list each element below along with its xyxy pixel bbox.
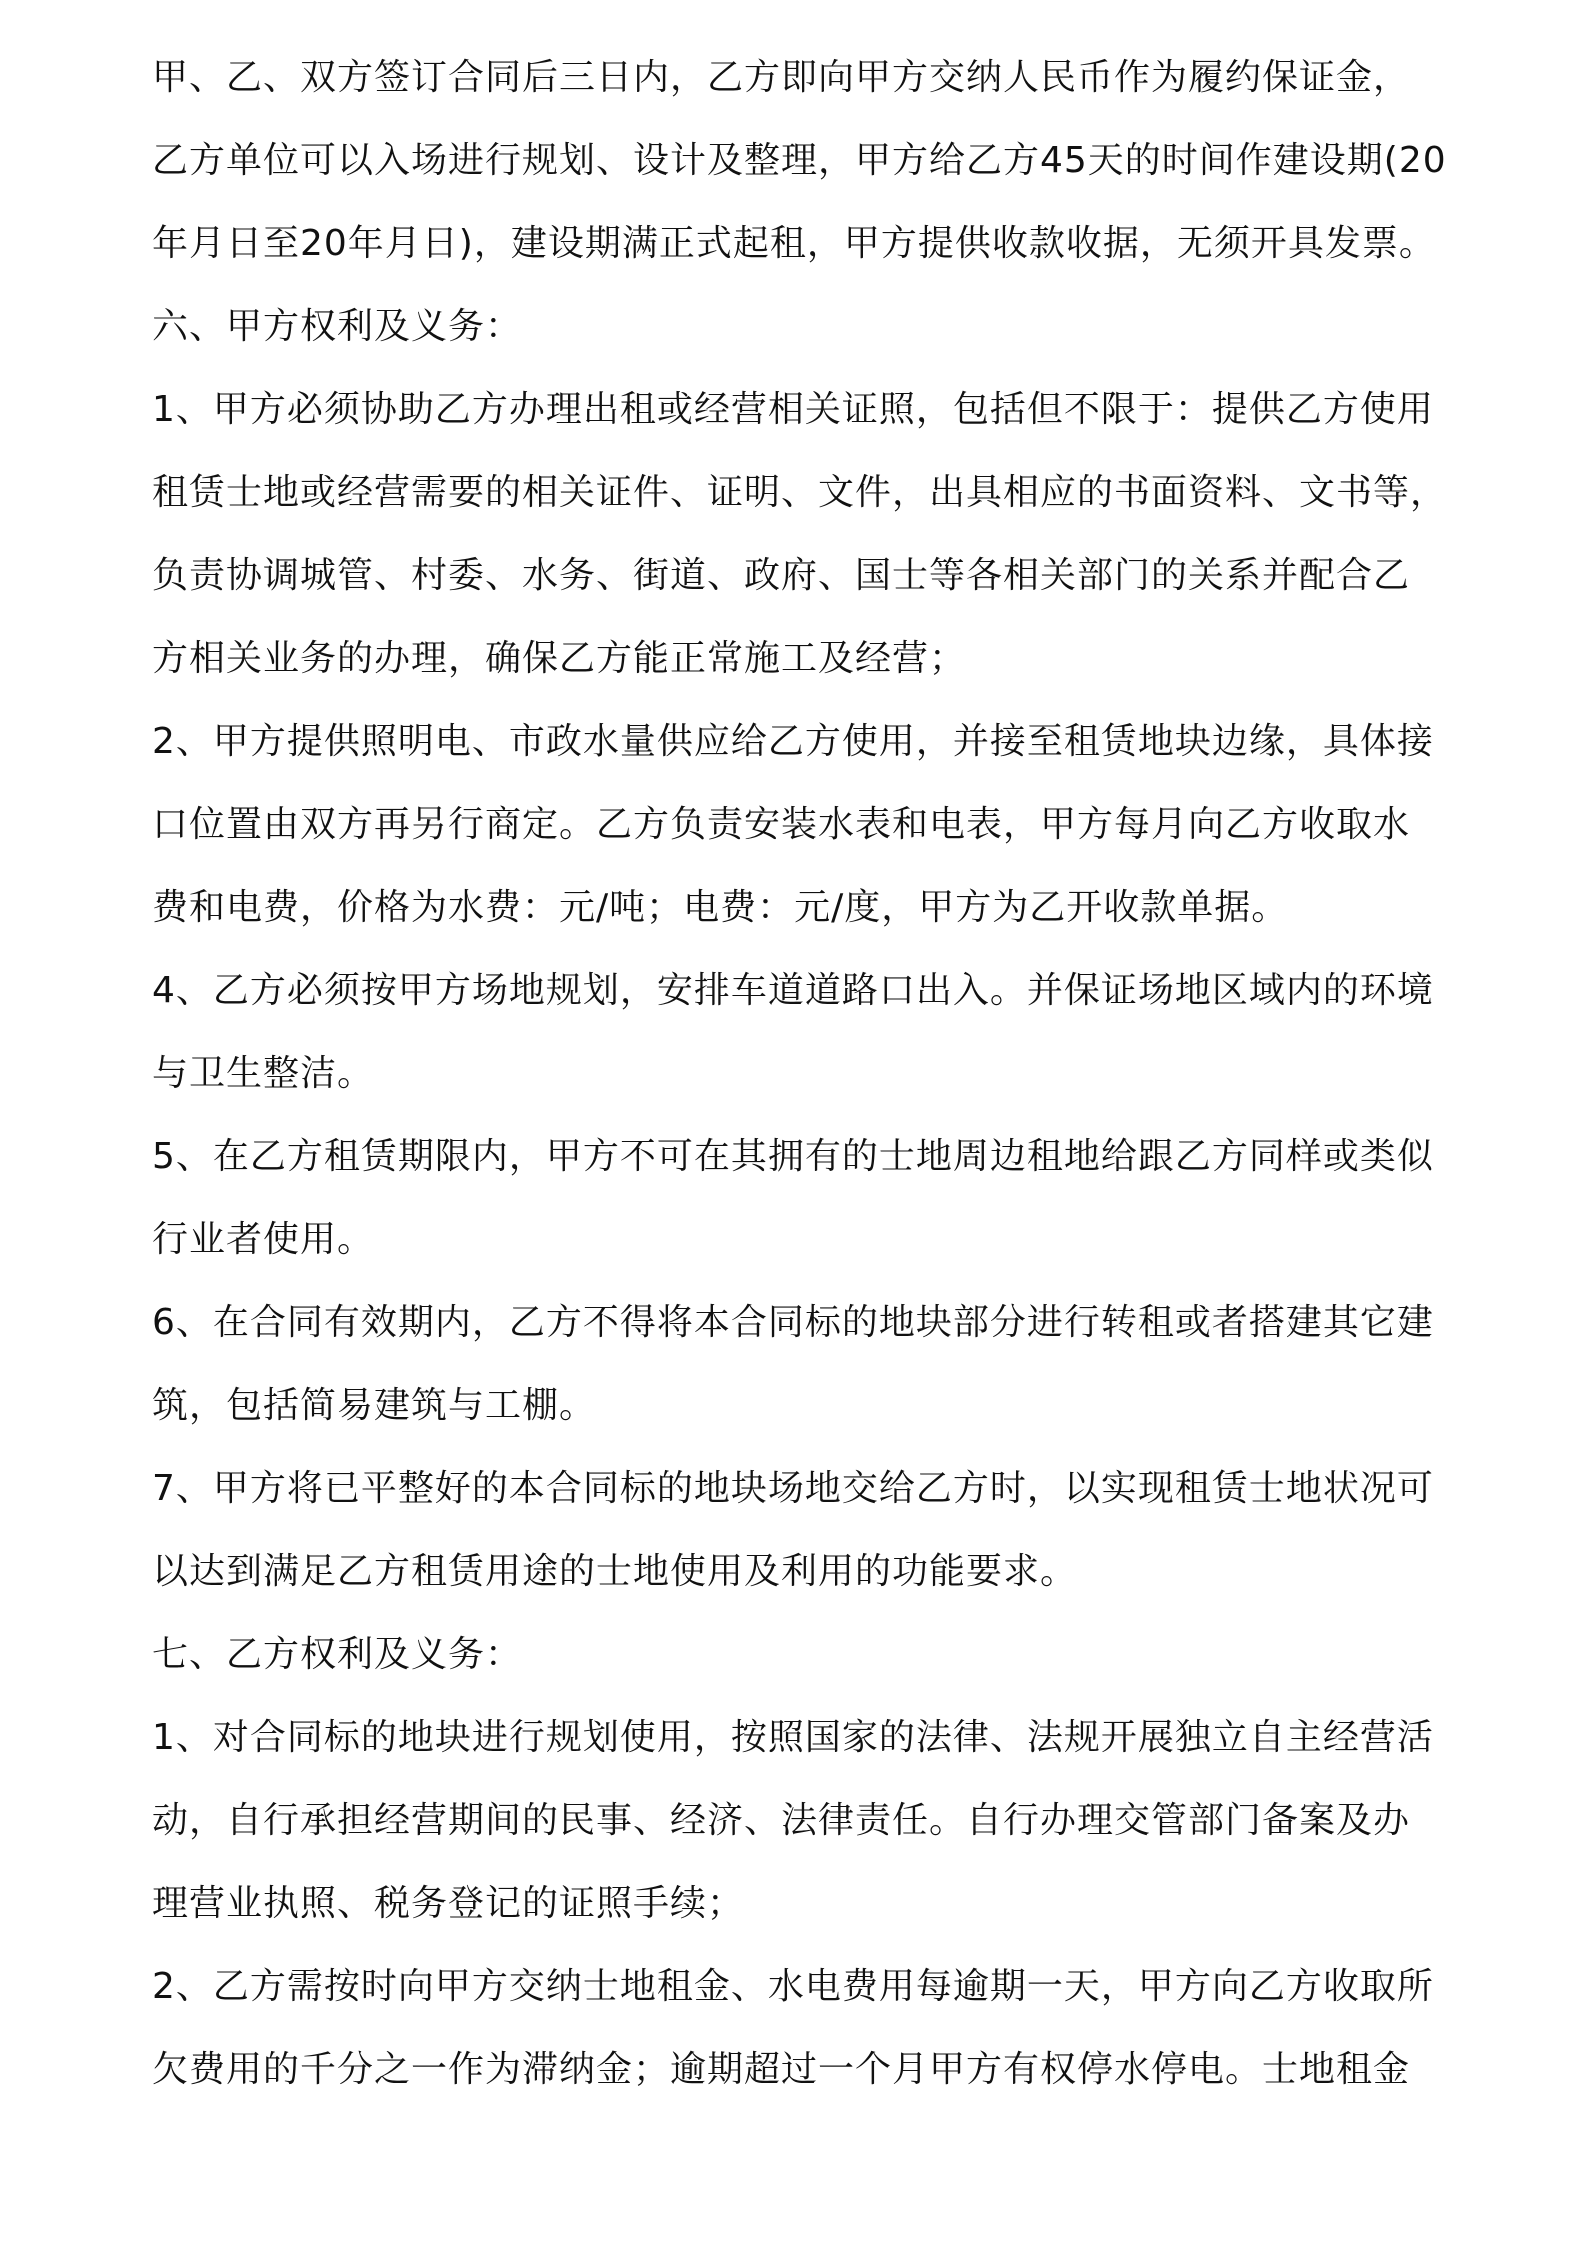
text-line: 以达到满足乙方租赁用途的士地使用及利用的功能要求。 — [152, 1551, 1078, 1592]
text-line: 2、甲方提供照明电、市政水量供应给乙方使用，并接至租赁地块边缘，具体接 — [152, 721, 1434, 762]
text-line: 4、乙方必须按甲方场地规划，安排车道道路口出入。并保证场地区域内的环境 — [152, 970, 1434, 1011]
text-line: 费和电费，价格为水费：元/吨；电费：元/度，甲方为乙开收款单据。 — [152, 887, 1289, 928]
text-line: 租赁士地或经营需要的相关证件、证明、文件，出具相应的书面资料、文书等， — [152, 472, 1448, 513]
text-line: 1、甲方必须协助乙方办理出租或经营相关证照，包括但不限于：提供乙方使用 — [152, 389, 1434, 430]
text-line: 口位置由双方再另行商定。乙方负责安装水表和电表，甲方每月向乙方收取水 — [152, 804, 1411, 845]
text-line: 动，自行承担经营期间的民事、经济、法律责任。自行办理交管部门备案及办 — [152, 1800, 1411, 1841]
text-line: 行业者使用。 — [152, 1219, 375, 1260]
text-line: 年月日至20年月日)，建设期满正式起租，甲方提供收款收据，无须开具发票。 — [152, 223, 1436, 264]
text-line: 与卫生整洁。 — [152, 1053, 375, 1094]
text-line: 乙方单位可以入场进行规划、设计及整理，甲方给乙方45天的时间作建设期(20 — [152, 140, 1447, 181]
section-heading: 六、甲方权利及义务： — [152, 306, 523, 347]
text-line: 1、对合同标的地块进行规划使用，按照国家的法律、法规开展独立自主经营活 — [152, 1717, 1434, 1758]
text-line: 筑，包括简易建筑与工棚。 — [152, 1385, 597, 1426]
text-line: 甲、乙、双方签订合同后三日内，乙方即向甲方交纳人民币作为履约保证金， — [152, 57, 1411, 98]
text-line: 方相关业务的办理，确保乙方能正常施工及经营； — [152, 638, 967, 679]
contract-text — [152, 36, 1448, 2111]
text-line: 2、乙方需按时向甲方交纳士地租金、水电费用每逾期一天，甲方向乙方收取所 — [152, 1966, 1434, 2007]
text-line: 理营业执照、税务登记的证照手续； — [152, 1883, 745, 1924]
text-line: 7、甲方将已平整好的本合同标的地块场地交给乙方时，以实现租赁士地状况可 — [152, 1468, 1434, 1509]
text-line: 5、在乙方租赁期限内，甲方不可在其拥有的士地周边租地给跟乙方同样或类似 — [152, 1136, 1434, 1177]
section-heading: 七、乙方权利及义务： — [152, 1634, 523, 1675]
text-line: 欠费用的千分之一作为滞纳金；逾期超过一个月甲方有权停水停电。士地租金 — [152, 2049, 1411, 2090]
text-line: 6、在合同有效期内，乙方不得将本合同标的地块部分进行转租或者搭建其它建 — [152, 1302, 1434, 1343]
text-line: 负责协调城管、村委、水务、街道、政府、国士等各相关部门的关系并配合乙 — [152, 555, 1411, 596]
